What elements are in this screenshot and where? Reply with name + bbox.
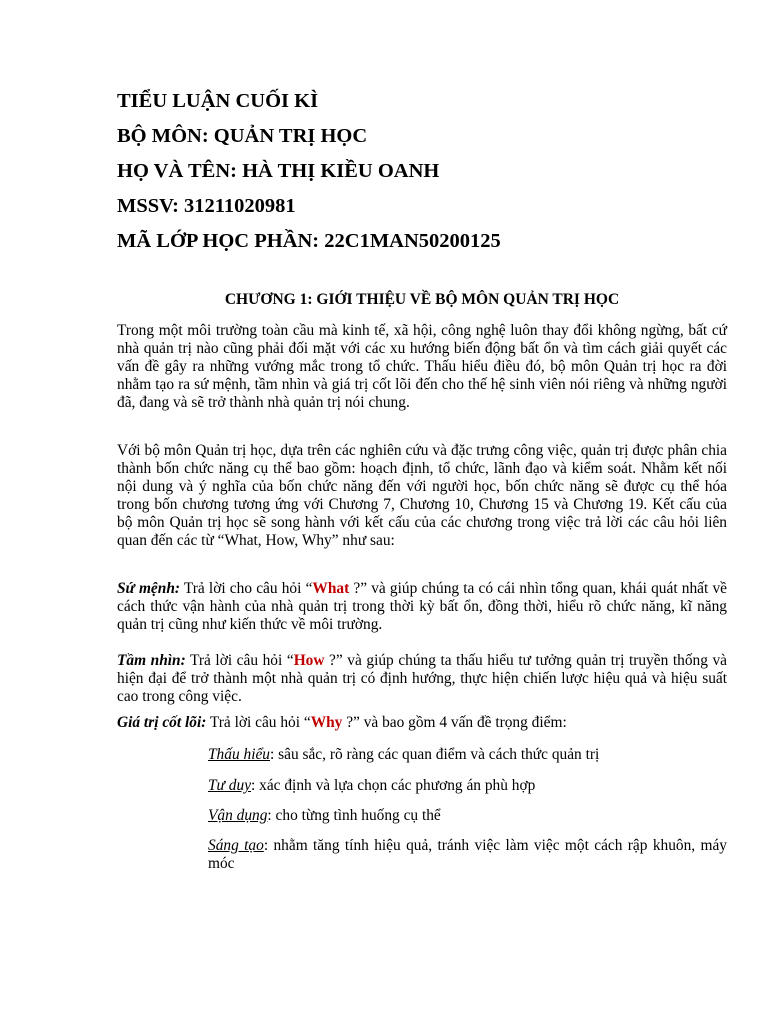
vision-text-before: Trả lời câu hỏi “ <box>185 652 294 669</box>
core-values-text-before: Trả lời câu hỏi “ <box>206 714 311 731</box>
mission-term: Sứ mệnh: <box>117 580 181 597</box>
structure-paragraph: Với bộ môn Quản trị học, dựa trên các nghiên cứu và đặc trưng công việc, quản trị được phân chia thành bốn chức năng cụ thể bao gồm: hoạch định, tổ chức, lãnh đạo và kiểm soát. Nhằm kết nối nội dung và ý nghĩa của bốn chức năng đến với người học, bốn chức năng sẽ được cụ thể hóa trong bốn chương tương ứng với Chương 7, Chương 10, Chương 15 và Chương 19. Kết cấu của bộ môn Quản trị học sẽ song hành với kết cấu của các chương trong việc trả lời các câu hỏi liên quan đến các từ “What, How, Why” như sau: <box>117 442 727 549</box>
core-values-term: Giá trị cốt lõi: <box>117 714 207 731</box>
vision-text-after: ?” và giúp chúng ta thấu hiểu tư tưởng quản trị truyền thống và hiện đại để trở thành một nhà quản trị có định hướng, thực hiện chiến lược hiệu quả và hiệu suất cao trong công việc. <box>117 652 728 705</box>
core-values-text-after: ?” và bao gồm 4 vấn đề trọng điểm: <box>342 714 567 731</box>
student-id-line: MSSV: 31211020981 <box>117 195 296 217</box>
core-value-term: Tư duy <box>208 777 252 794</box>
core-values-paragraph <box>117 714 727 732</box>
core-value-text: : nhằm tăng tính hiệu quả, tránh việc làm việc một cách rập khuôn, máy móc <box>208 837 728 872</box>
core-value-item <box>208 746 727 764</box>
document-header <box>117 84 717 259</box>
core-value-item <box>208 837 727 873</box>
vision-paragraph <box>117 652 727 706</box>
essay-title: TIỂU LUẬN CUỐI KÌ <box>117 90 319 112</box>
core-values-keyword: Why <box>310 714 343 731</box>
class-code-line: MÃ LỚP HỌC PHẦN: 22C1MAN50200125 <box>117 230 501 252</box>
vision-keyword: How <box>293 652 325 669</box>
mission-keyword: What <box>312 580 350 597</box>
core-value-term: Vận dụng <box>208 807 268 824</box>
core-value-text: : xác định và lựa chọn các phương án phù hợp <box>251 777 536 794</box>
core-value-text: : cho từng tình huống cụ thể <box>267 807 441 824</box>
subject-line: BỘ MÔN: QUẢN TRỊ HỌC <box>117 125 368 147</box>
vision-term: Tầm nhìn: <box>117 652 186 669</box>
mission-text-before: Trả lời cho câu hỏi “ <box>180 580 313 597</box>
core-value-item <box>208 777 727 795</box>
mission-text-after: ?” và giúp chúng ta có cái nhìn tổng quan, khái quát nhất về cách thức vận hành của nhà quản trị trong thời kỳ bất ổn, đồng thời, hiểu rõ chức năng, kĩ năng quản trị cũng như kiến thức về môi trường. <box>117 580 727 633</box>
core-value-item <box>208 807 727 825</box>
core-value-text: : sâu sắc, rõ ràng các quan điểm và cách thức quản trị <box>270 746 600 763</box>
core-value-term: Sáng tạo <box>208 837 264 854</box>
student-name-line: HỌ VÀ TÊN: HÀ THỊ KIỀU OANH <box>117 160 440 182</box>
mission-paragraph <box>117 580 727 634</box>
chapter-title: CHƯƠNG 1: GIỚI THIỆU VỀ BỘ MÔN QUẢN TRỊ HỌC <box>224 291 620 308</box>
intro-paragraph: Trong một môi trường toàn cầu mà kinh tế, xã hội, công nghệ luôn thay đổi không ngừng, bất cứ nhà quản trị nào cũng phải đối mặt với các xu hướng biến động bất ổn và tìm cách giải quyết các vấn đề gây ra những vướng mắc trong tổ chức. Thấu hiểu điều đó, bộ môn Quản trị học ra đời nhằm tạo ra sứ mệnh, tầm nhìn và giá trị cốt lõi đến cho thế hệ sinh viên nói riêng và những người đã, đang và sẽ trở thành nhà quản trị nói chung. <box>117 322 727 411</box>
core-value-term: Thấu hiểu <box>208 746 270 763</box>
